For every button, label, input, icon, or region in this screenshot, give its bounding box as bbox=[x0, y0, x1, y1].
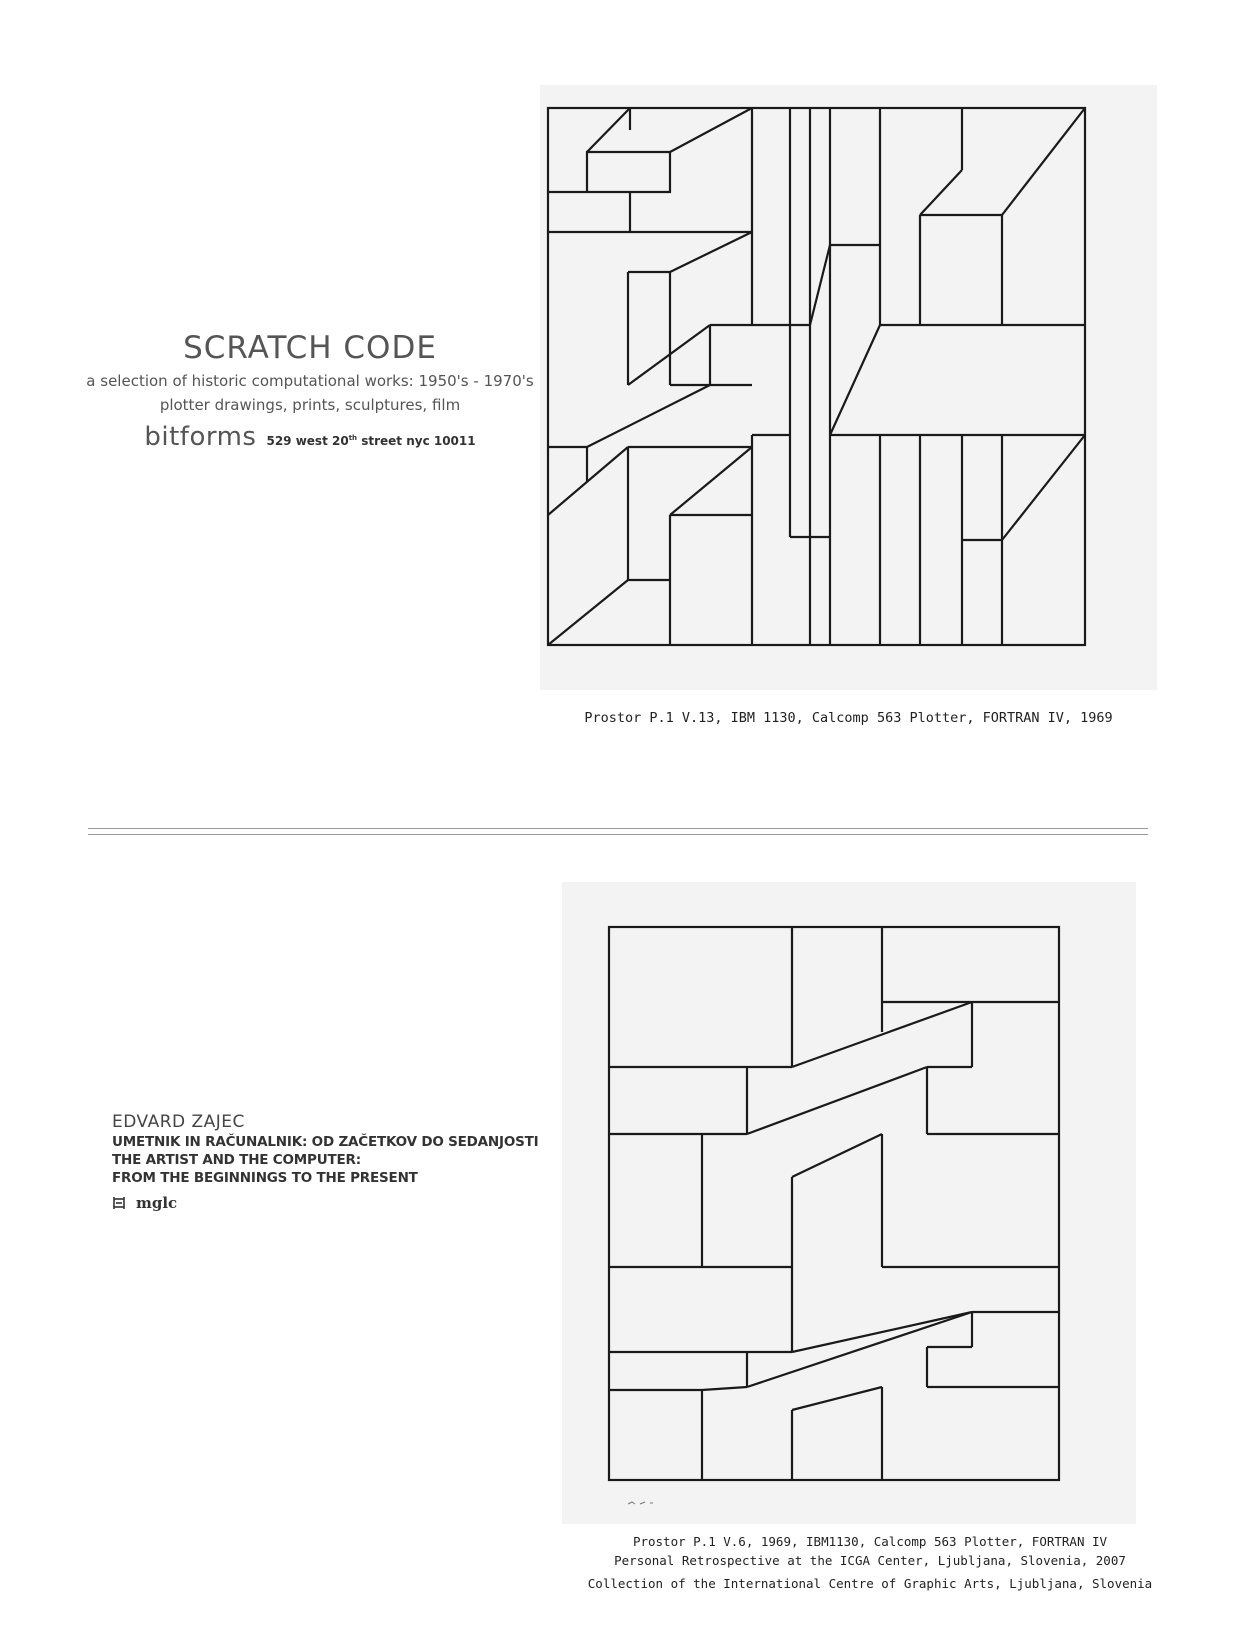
publisher bbox=[112, 1194, 552, 1212]
gallery-address: 529 west 20th street nyc 10011 bbox=[266, 434, 476, 448]
gallery-logo: bitforms bbox=[144, 422, 257, 452]
caption-line-3: Collection of the International Centre of Graphic Arts, Ljubljana, Slovenia bbox=[587, 1576, 1153, 1591]
book-title-english-1: THE ARTIST AND THE COMPUTER: bbox=[112, 1152, 361, 1168]
caption-line-1: Prostor P.1 V.6, 1969, IBM1130, Calcomp 563 Plotter, FORTRAN IV bbox=[632, 1534, 1108, 1549]
plotter-drawing-v6 bbox=[562, 882, 1136, 1524]
exhibition-title: SCRATCH CODE bbox=[183, 330, 437, 366]
signature-mark bbox=[628, 1502, 653, 1504]
artwork-top-image bbox=[540, 85, 1157, 690]
book-title-slovene: UMETNIK IN RAČUNALNIK: OD ZAČETKOV DO SEDANJOSTI bbox=[112, 1134, 539, 1150]
section-divider bbox=[88, 828, 1148, 835]
mglc-logo-icon bbox=[112, 1196, 126, 1210]
artwork-top-caption: Prostor P.1 V.13, IBM 1130, Calcomp 563 Plotter, FORTRAN IV, 1969 bbox=[584, 710, 1113, 726]
artwork-bottom-image bbox=[562, 882, 1136, 1524]
publisher-name: mglc bbox=[136, 1194, 178, 1212]
artwork-bottom-caption bbox=[560, 1532, 1180, 1593]
book-info bbox=[112, 1112, 552, 1212]
caption-line-2: Personal Retrospective at the ICGA Center, Ljubljana, Slovenia, 2007 bbox=[614, 1553, 1126, 1568]
exhibition-info bbox=[70, 330, 550, 452]
exhibition-subtitle: a selection of historic computational works: 1950's - 1970's bbox=[86, 372, 534, 390]
book-author: EDVARD ZAJEC bbox=[112, 1112, 245, 1132]
exhibition-media: plotter drawings, prints, sculptures, film bbox=[159, 396, 461, 414]
gallery-line bbox=[70, 422, 550, 452]
book-title-english-2: FROM THE BEGINNINGS TO THE PRESENT bbox=[112, 1170, 418, 1186]
plotter-drawing-v13 bbox=[540, 85, 1157, 690]
